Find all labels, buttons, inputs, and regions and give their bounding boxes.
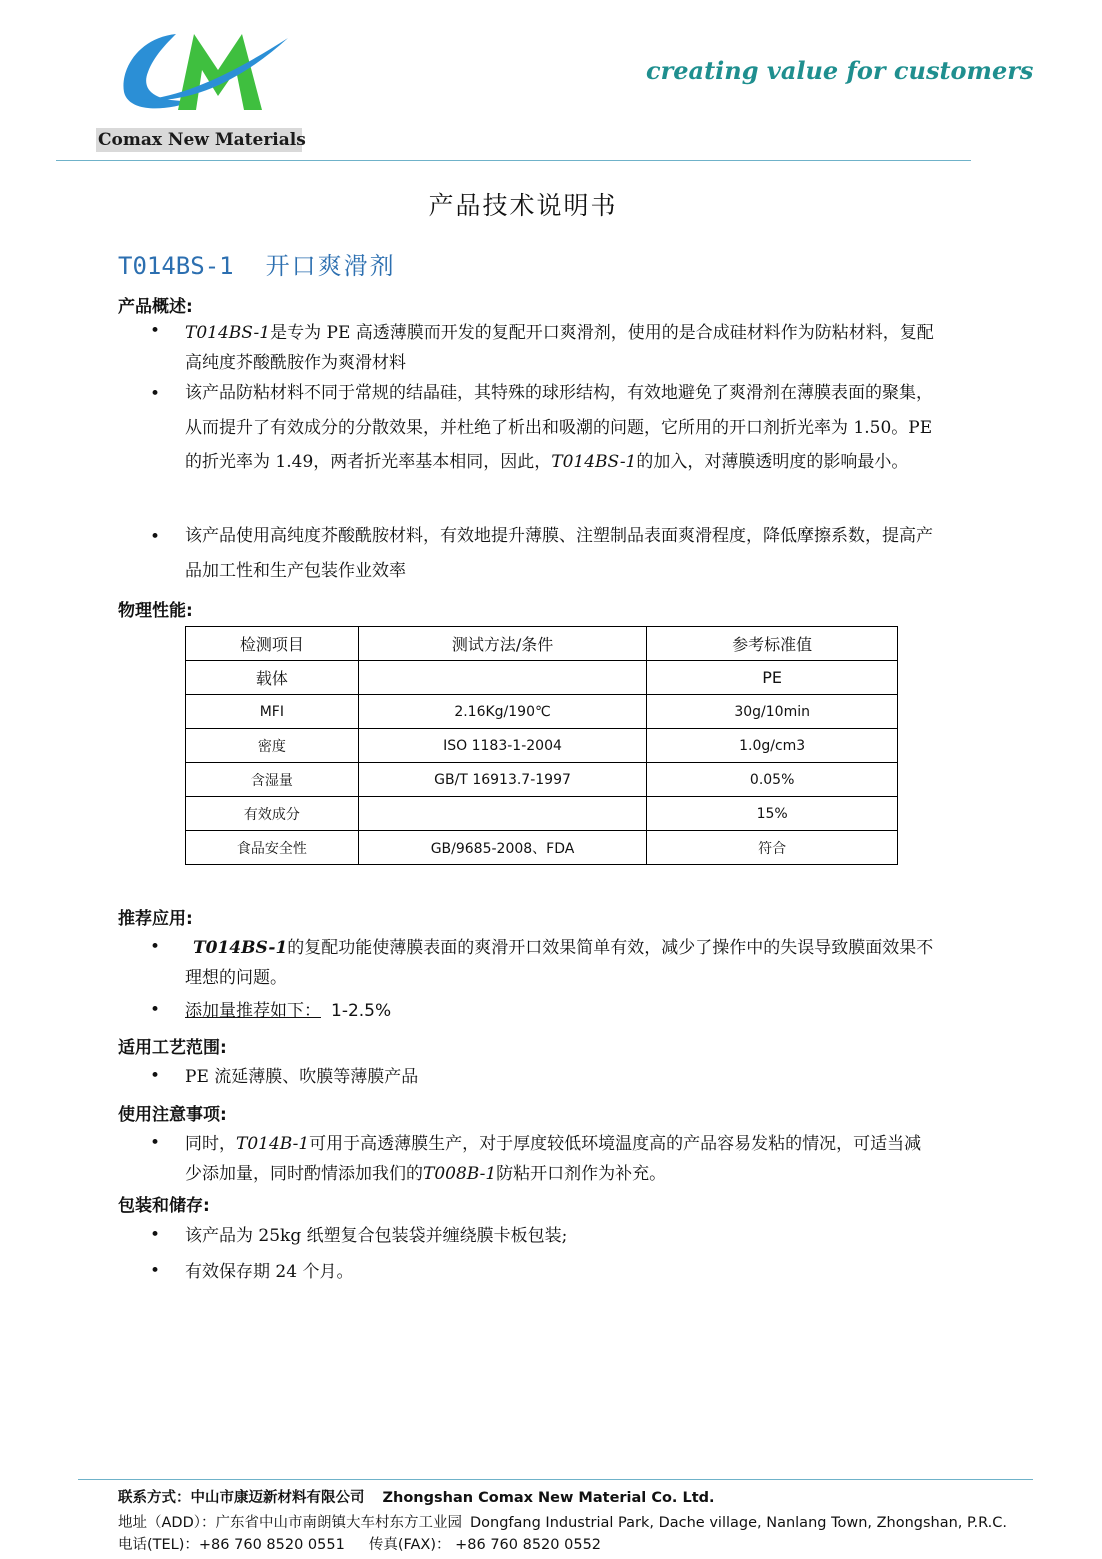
application-heading: 推荐应用: <box>118 909 193 929</box>
table-cell: PE <box>647 661 898 695</box>
application-paragraph-2 <box>185 996 935 1026</box>
process-paragraph-1: PE 流延薄膜、吹膜等薄膜产品 <box>185 1067 419 1087</box>
column-header: 参考标准值 <box>647 627 898 661</box>
table-row <box>186 695 898 729</box>
table-row <box>186 797 898 831</box>
footer-contact <box>118 1486 715 1507</box>
table-cell: 30g/10min <box>647 695 898 729</box>
product-code-ref: T014BS-1 <box>193 938 288 958</box>
overview-paragraph-3: 该产品使用高纯度芥酸酰胺材料，有效地提升薄膜、注塑制品表面爽滑程度，降低摩擦系数，提高产品加工性和生产包装作业效率 <box>185 526 933 581</box>
table-cell: 载体 <box>186 661 359 695</box>
table-cell: 有效成分 <box>186 797 359 831</box>
table-row <box>186 763 898 797</box>
footer-contact-cn: 联系方式：中山市康迈新材料有限公司 <box>118 1490 365 1506</box>
product-code-ref: T014BS-1 <box>551 452 637 472</box>
footer-address-cn: 地址（ADD）：广东省中山市南朗镇大车村东方工业园 <box>118 1515 462 1531</box>
company-logo <box>96 30 306 150</box>
table-cell: 符合 <box>647 831 898 865</box>
table-cell: GB/T 16913.7-1997 <box>358 763 647 797</box>
footer-divider <box>78 1479 1033 1480</box>
table-cell: ISO 1183-1-2004 <box>358 729 647 763</box>
table-cell: GB/9685-2008、FDA <box>358 831 647 865</box>
footer-contact-en: Zhongshan Comax New Material Co. Ltd. <box>382 1490 715 1506</box>
footer-tel: 电话(TEL)：+86 760 8520 0551 <box>118 1537 345 1553</box>
product-name: 开口爽滑剂 <box>265 252 396 280</box>
table-cell <box>358 797 647 831</box>
footer-address-en: Dongfang Industrial Park, Dache village, Nanlang Town, Zhongshan, P.R.C. <box>470 1515 1008 1531</box>
table-row <box>186 831 898 865</box>
footer-address <box>118 1511 1007 1532</box>
table-cell: 食品安全性 <box>186 831 359 865</box>
notes-heading: 使用注意事项: <box>118 1105 227 1125</box>
company-name: Comax New Materials <box>98 130 306 150</box>
product-code: T014BS-1 <box>118 252 234 280</box>
notes-text-c: 防粘开口剂作为补充。 <box>496 1164 667 1184</box>
overview-text-1: 是专为 PE 高透薄膜而开发的复配开口爽滑剂，使用的是合成硅材料作为防粘材料，复配高纯度芥酸酰胺作为爽滑材料 <box>185 323 934 373</box>
slogan: creating value for customers <box>646 56 1034 85</box>
table-row <box>186 729 898 763</box>
table-cell: 2.16Kg/190℃ <box>358 695 647 729</box>
table-cell <box>358 661 647 695</box>
packaging-heading: 包装和储存: <box>118 1196 210 1216</box>
document-title: 产品技术说明书 <box>428 191 618 220</box>
packaging-paragraph-2: 有效保存期 24 个月。 <box>185 1262 354 1282</box>
column-header: 测试方法/条件 <box>358 627 647 661</box>
overview-text-2a: 该产品防粘材料不同于常规的结晶硅，其特殊的球形结构，有效地避免了爽滑剂在薄膜表面的聚集，从而提升了有效成分的分散效果，并杜绝了析出和吸潮的问题，它所用的开口剂折光率为 1.50。PE 的折光率为 1.49，两者折光率基本相同，因此， <box>185 383 933 472</box>
table-header-row <box>186 627 898 661</box>
table-cell: 1.0g/cm3 <box>647 729 898 763</box>
product-code-ref: T014BS-1 <box>185 323 271 343</box>
footer-phone <box>118 1533 601 1554</box>
application-paragraph-1 <box>185 933 935 993</box>
application-text-1: 的复配功能使薄膜表面的爽滑开口效果简单有效，减少了操作中的失误导致膜面效果不理想的问题。 <box>185 938 934 988</box>
overview-heading: 产品概述: <box>118 297 193 317</box>
notes-text-b: 可用于高透薄膜生产，对于厚度较低环境温度高的产品容易发粘的情况，可适当减少添加量，同时酌情添加我们的 <box>185 1134 922 1184</box>
notes-paragraph-1 <box>185 1129 935 1189</box>
product-code-ref: T014B-1 <box>236 1134 310 1154</box>
header-divider <box>56 160 971 161</box>
footer-fax: 传真(FAX)： +86 760 8520 0552 <box>368 1537 602 1553</box>
dosage-value: 1-2.5% <box>331 1001 392 1021</box>
page-header <box>0 0 1102 165</box>
process-heading: 适用工艺范围: <box>118 1038 227 1058</box>
dosage-label: 添加量推荐如下： <box>185 1001 321 1021</box>
table-row <box>186 661 898 695</box>
table-cell: 含湿量 <box>186 763 359 797</box>
product-title <box>118 246 396 281</box>
physical-heading: 物理性能: <box>118 601 193 621</box>
product-code-ref: T008B-1 <box>423 1164 497 1184</box>
overview-paragraph-1 <box>185 318 935 378</box>
physical-properties-table <box>185 626 898 865</box>
table-cell: 15% <box>647 797 898 831</box>
comax-logo-icon <box>118 30 288 112</box>
table-cell: 密度 <box>186 729 359 763</box>
notes-text-a: 同时， <box>185 1134 236 1154</box>
column-header: 检测项目 <box>186 627 359 661</box>
table-cell: 0.05% <box>647 763 898 797</box>
overview-paragraph-2 <box>185 376 935 480</box>
table-cell: MFI <box>186 695 359 729</box>
packaging-paragraph-1: 该产品为 25kg 纸塑复合包装袋并缠绕膜卡板包装; <box>185 1226 568 1246</box>
overview-text-2b: 的加入，对薄膜透明度的影响最小。 <box>636 452 909 472</box>
